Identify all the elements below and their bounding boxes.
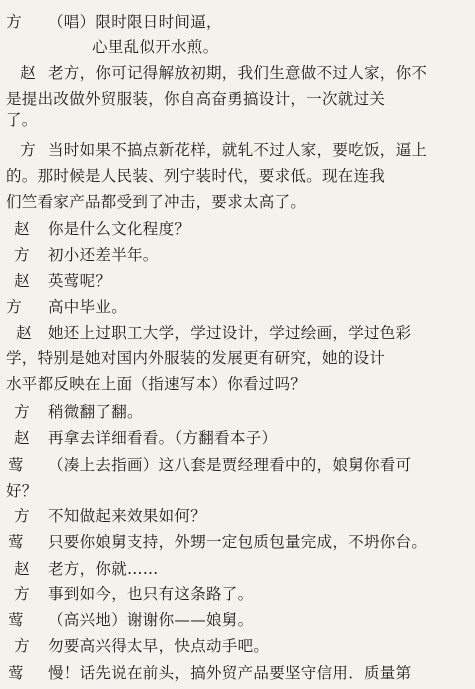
line-text: （唱）限时限日时间逼， xyxy=(48,13,222,31)
dialogue-line xyxy=(0,190,475,214)
dialogue-line xyxy=(0,453,475,477)
line-text: 慢！话先说在前头，搞外贸产品要坚守信用．质量第 xyxy=(48,664,412,682)
speaker-name: 莺 xyxy=(8,456,24,474)
dialogue-line xyxy=(0,661,475,685)
line-text: 稍微翻了翻。 xyxy=(48,403,143,421)
line-text: 高中毕业。 xyxy=(48,298,128,316)
line-text: 再拿去详细看看。（方翻看本子） xyxy=(48,429,278,447)
line-text: 心里乱似开水煎。 xyxy=(92,38,219,56)
dialogue-line xyxy=(0,372,475,396)
speaker-name: 莺 xyxy=(8,664,24,682)
speaker-name: 方 xyxy=(14,585,30,603)
dialogue-line xyxy=(0,479,475,503)
dialogue-line xyxy=(0,10,475,34)
line-text: 是提出改做外贸服装，你自高奋勇搞设计，一次就过关 xyxy=(6,90,386,108)
dialogue-line xyxy=(0,346,475,370)
speaker-name: 赵 xyxy=(14,220,30,238)
speaker-name: 赵 xyxy=(14,272,30,290)
speaker-name: 莺 xyxy=(8,533,24,551)
speaker-name: 赵 xyxy=(16,324,32,342)
dialogue-line xyxy=(0,138,475,162)
line-text: 的。那时候是人民装、列宁装时代，要求低。现在连我 xyxy=(6,167,386,185)
line-text: （凑上去指画）这八套是贾经理看中的，娘舅你看可 xyxy=(48,456,412,474)
line-text: 水平都反映在上面（指速写本）你看过吗？ xyxy=(6,375,307,393)
dialogue-line xyxy=(0,400,475,424)
speaker-name: 方 xyxy=(6,298,22,316)
speaker-name: 方 xyxy=(20,141,36,159)
dialogue-line xyxy=(0,35,475,59)
line-text: 老方，你就…… xyxy=(48,560,159,578)
line-text: 老方，你可记得解放初期，我们生意做不过人家，你不 xyxy=(48,64,428,82)
dialogue-line xyxy=(0,557,475,581)
dialogue-line xyxy=(0,426,475,450)
dialogue-line xyxy=(0,504,475,528)
dialogue-line xyxy=(0,582,475,606)
dialogue-line xyxy=(0,217,475,241)
speaker-name: 莺 xyxy=(8,611,24,629)
speaker-name: 方 xyxy=(14,403,30,421)
line-text: 好？ xyxy=(6,482,38,500)
line-text: 学，特别是她对国内外服装的发展更有研究，她的设计 xyxy=(6,349,386,367)
line-text: 勿要高兴得太早，快点动手吧。 xyxy=(48,637,270,655)
line-text: 不知做起来效果如何？ xyxy=(48,507,207,525)
dialogue-line xyxy=(0,634,475,658)
speaker-name: 方 xyxy=(14,246,30,264)
line-text: 初小还差半年。 xyxy=(48,246,159,264)
speaker-name: 方 xyxy=(14,507,30,525)
line-text: 当时如果不搞点新花样，就轧不过人家，要吃饭，逼上 xyxy=(48,141,428,159)
dialogue-line xyxy=(0,164,475,188)
line-text: 事到如今，也只有这条路了。 xyxy=(48,585,254,603)
line-text: 她还上过职工大学，学过设计，学过绘画，学过色彩 xyxy=(48,324,412,342)
dialogue-line xyxy=(0,530,475,554)
line-text: （高兴地）谢谢你——娘舅。 xyxy=(48,611,254,629)
line-text: 只要你娘舅支持，外甥一定包质包量完成，不坍你台。 xyxy=(48,533,428,551)
speaker-name: 方 xyxy=(6,13,22,31)
dialogue-line xyxy=(0,608,475,632)
line-text: 英莺呢？ xyxy=(48,272,112,290)
speaker-name: 赵 xyxy=(14,429,30,447)
dialogue-line xyxy=(0,269,475,293)
dialogue-line xyxy=(0,243,475,267)
dialogue-line xyxy=(0,61,475,85)
line-text: 你是什么文化程度？ xyxy=(48,220,191,238)
line-text: 们竺看家产品都受到了冲击，要求太高了。 xyxy=(6,193,307,211)
speaker-name: 赵 xyxy=(14,560,30,578)
dialogue-line xyxy=(0,108,475,132)
speaker-name: 赵 xyxy=(20,64,36,82)
speaker-name: 方 xyxy=(14,637,30,655)
dialogue-line xyxy=(0,295,475,319)
dialogue-line xyxy=(0,321,475,345)
line-text: 了。 xyxy=(6,111,38,129)
